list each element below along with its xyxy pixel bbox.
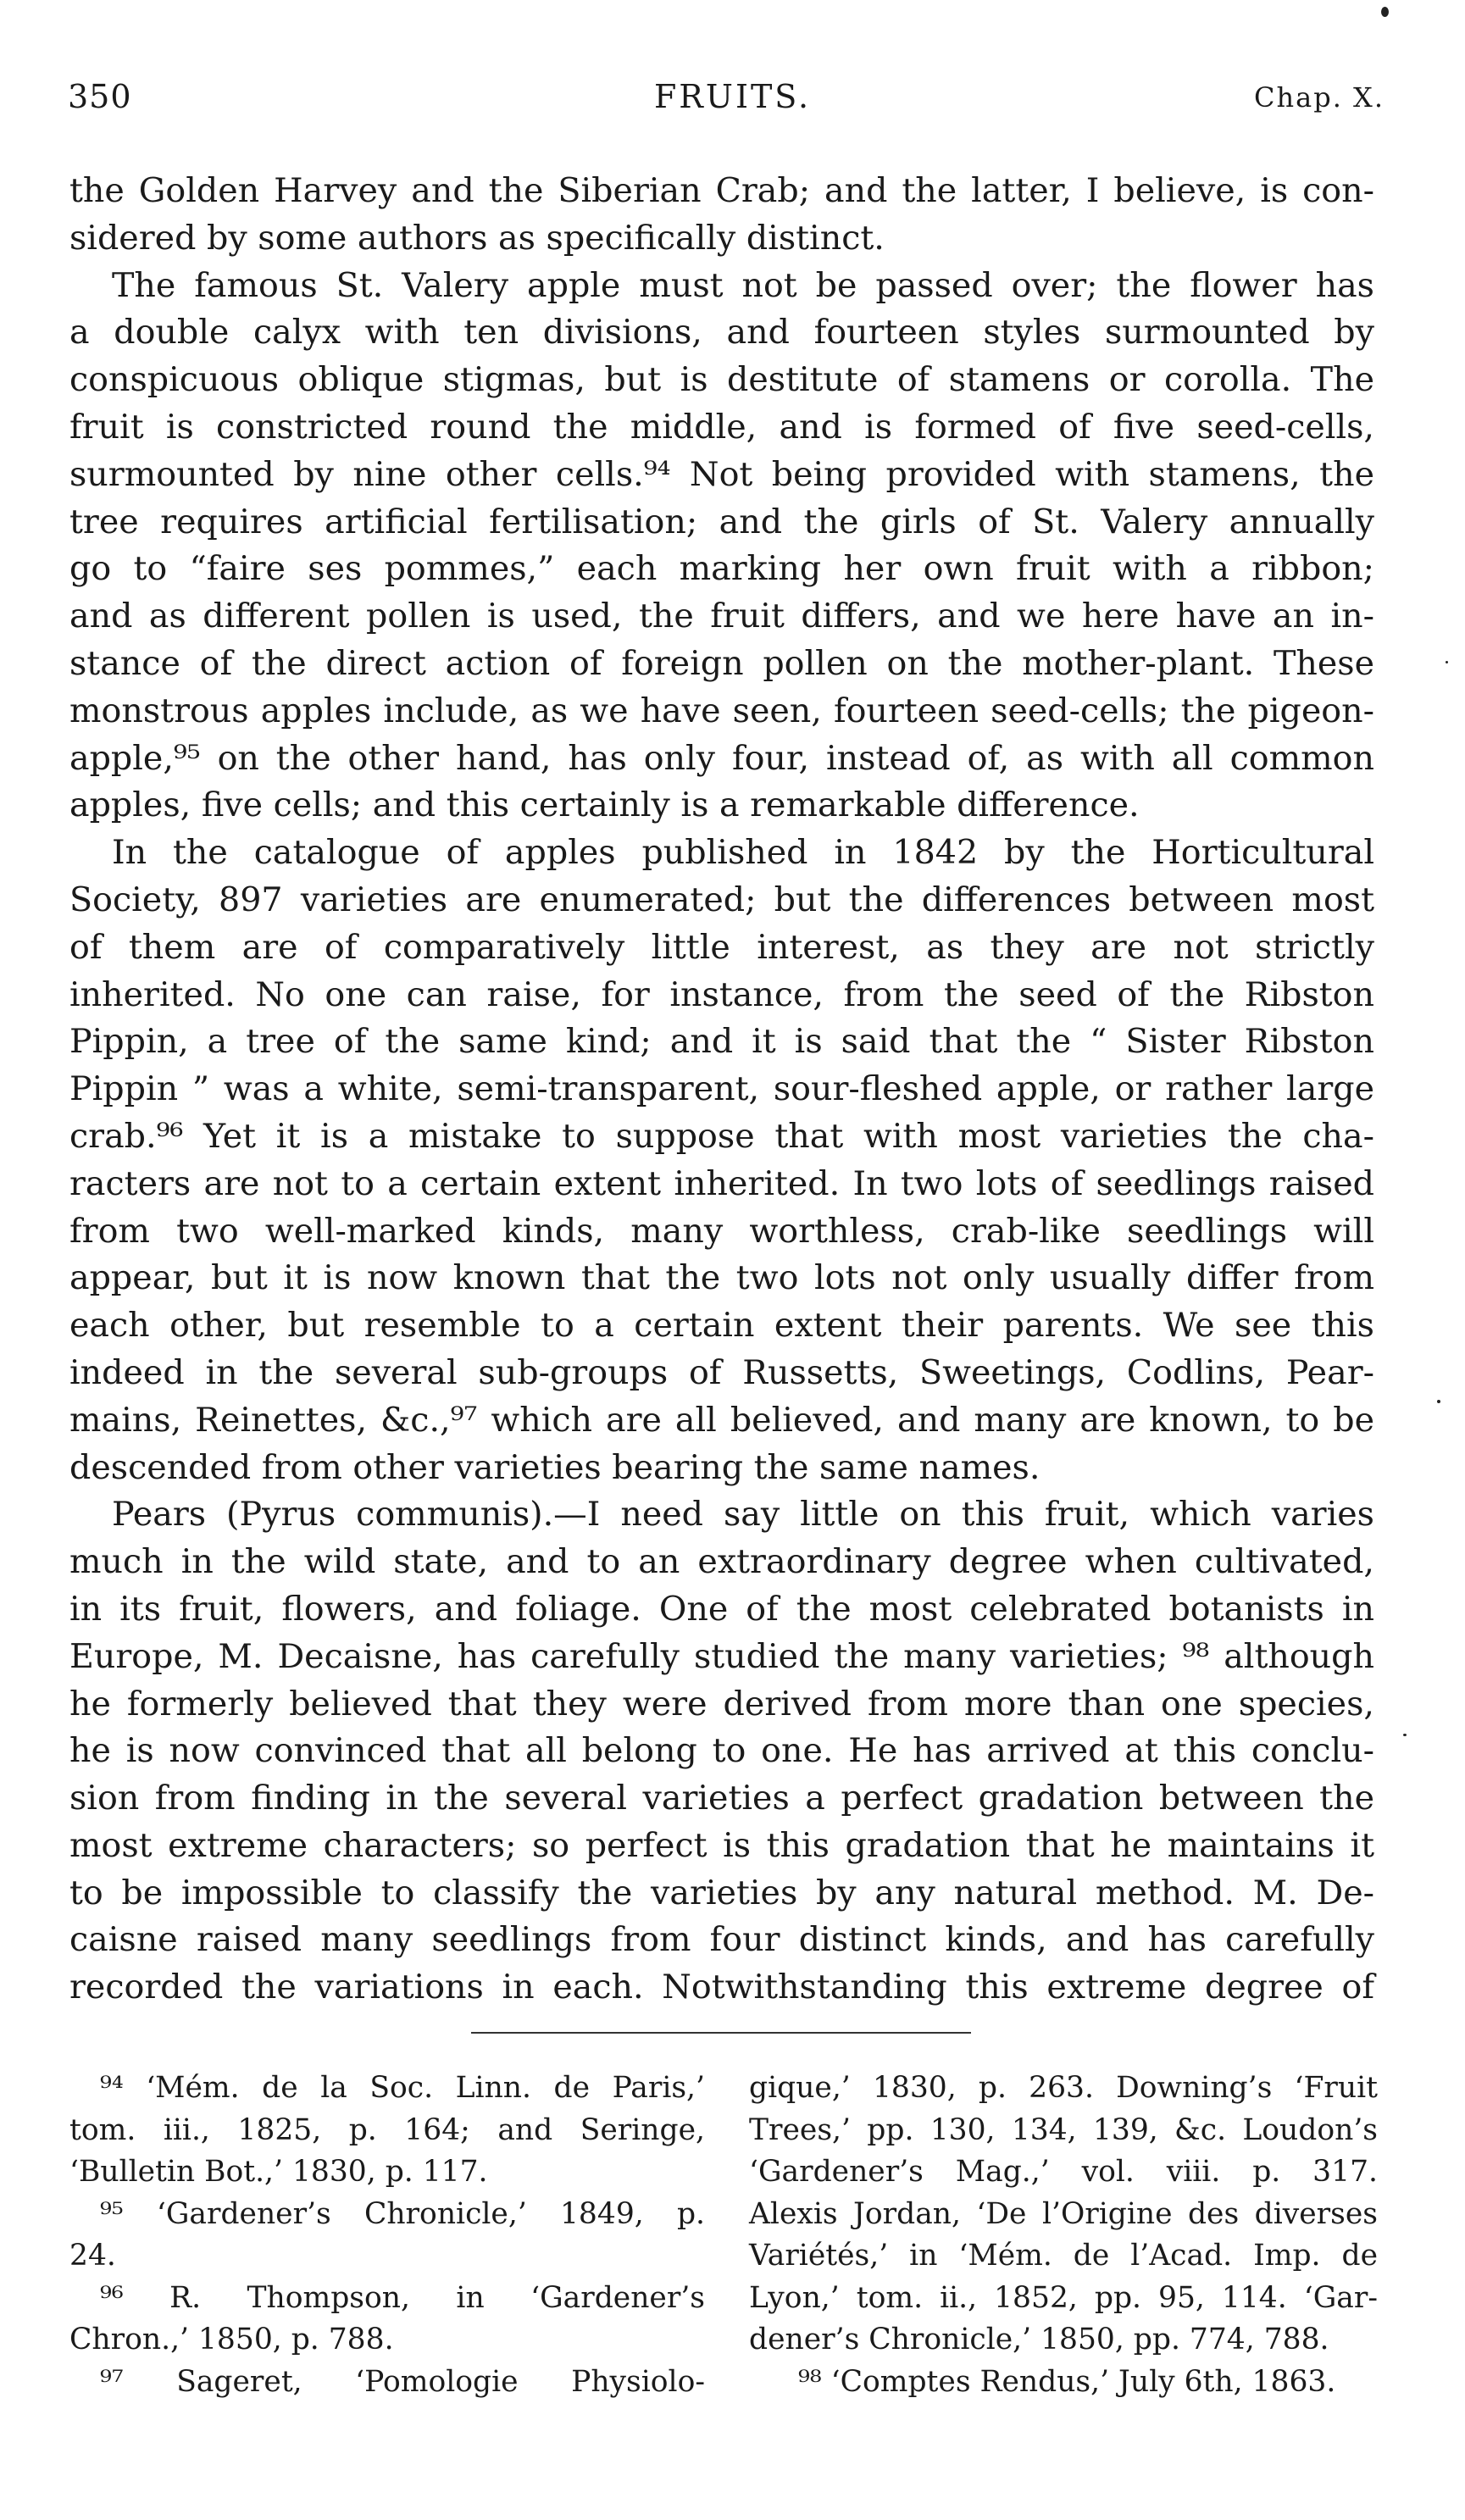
- scan-speck: [1403, 1734, 1407, 1736]
- text-line: fruit is constricted round the middle, and is formed of five seed-cells,: [69, 407, 1374, 447]
- text-line: mains, Reinettes, &c.,⁹⁷ which are all believed, and many are known, to be: [69, 1400, 1374, 1440]
- text-line: in its fruit, flowers, and foliage. One of the most celebrated botanists in: [69, 1589, 1374, 1629]
- running-title: FRUITS.: [653, 78, 812, 115]
- footnote-line: Alexis Jordan, ‘De l’Origine des diverses: [749, 2196, 1378, 2231]
- text-line: Pears (Pyrus communis).—I need say little on this fruit, which varies: [112, 1495, 1374, 1535]
- footnote-line: ⁹⁷ Sageret, ‘Pomologie Physiolo-: [100, 2364, 705, 2399]
- text-line: In the catalogue of apples published in 1842 by the Horticultural: [112, 833, 1374, 873]
- footnote-line: Lyon,’ tom. ii., 1852, pp. 95, 114. ‘Gar-: [749, 2280, 1378, 2315]
- footnote-96: [69, 2278, 705, 2362]
- text-line: tree requires artificial fertilisation; and the girls of St. Valery annually: [69, 502, 1374, 541]
- text-line: monstrous apples include, as we have seen, fourteen seed-cells; the pigeon-: [69, 691, 1374, 730]
- footnote-line: Variétés,’ in ‘Mém. de l’Acad. Imp. de: [749, 2239, 1378, 2273]
- text-line: sion from finding in the several varieties a perfect gradation between the: [69, 1779, 1374, 1818]
- paragraph-4: [69, 1491, 1374, 2012]
- text-line: descended from other varieties bearing the same names.: [69, 1447, 1040, 1487]
- text-line: Europe, M. Decaisne, has carefully studied the many varieties; ⁹⁸ although: [69, 1636, 1374, 1676]
- text-line: from two well-marked kinds, many worthless, crab-like seedlings will: [69, 1211, 1374, 1251]
- paragraph-2: [69, 263, 1374, 830]
- footnote-line: ⁹⁶ R. Thompson, in ‘Gardener’s: [100, 2280, 705, 2315]
- text-line: to be impossible to classify the varieties by any natural method. M. De-: [69, 1873, 1374, 1912]
- footnote-line: ⁹⁸ ‘Comptes Rendus,’ July 6th, 1863.: [798, 2364, 1336, 2399]
- footnote-line: 24.: [69, 2239, 116, 2273]
- text-line: a double calyx with ten divisions, and fourteen styles surmounted by: [69, 313, 1374, 352]
- page-number: 350: [68, 78, 132, 115]
- scan-speck: [1381, 7, 1389, 17]
- footnote-line: Trees,’ pp. 130, 134, 139, &c. Loudon’s: [749, 2112, 1378, 2147]
- chapter-label: Chap. X.: [1254, 81, 1385, 114]
- footnote-97: [69, 2362, 705, 2404]
- text-line: racters are not to a certain extent inherited. In two lots of seedlings raised: [69, 1163, 1374, 1203]
- text-line: and as different pollen is used, the fruit differs, and we here have an in-: [69, 597, 1374, 636]
- text-line: Pippin, a tree of the same kind; and it is said that the “ Sister Ribston: [69, 1022, 1374, 1062]
- text-line: appear, but it is now known that the two lots not only usually differ from: [69, 1258, 1374, 1298]
- text-line: each other, but resemble to a certain extent their parents. We see this: [69, 1306, 1374, 1346]
- footnote-line: ⁹⁴ ‘Mém. de la Soc. Linn. de Paris,’: [100, 2071, 705, 2105]
- text-line: recorded the variations in each. Notwithstanding this extreme degree of: [69, 1968, 1374, 2007]
- text-line: much in the wild state, and to an extraordinary degree when cultivated,: [69, 1542, 1374, 1582]
- text-line: the Golden Harvey and the Siberian Crab; and the latter, I believe, is con-: [69, 171, 1374, 210]
- text-line: apples, five cells; and this certainly is a remarkable difference.: [69, 785, 1140, 825]
- scan-speck: [1437, 1400, 1440, 1403]
- text-line: conspicuous oblique stigmas, but is destitute of stamens or corolla. The: [69, 360, 1374, 400]
- footnotes-left-column: [69, 2068, 705, 2403]
- scan-speck: [1446, 661, 1448, 663]
- text-line: of them are of comparatively little interest, as they are not strictly: [69, 927, 1374, 967]
- text-line: he formerly believed that they were derived from more than one species,: [69, 1684, 1374, 1723]
- paragraph-3: [69, 830, 1374, 1491]
- text-line: caisne raised many seedlings from four distinct kinds, and has carefully: [69, 1920, 1374, 1960]
- footnote-94: [69, 2068, 705, 2194]
- text-line: Pippin ” was a white, semi-transparent, sour-fleshed apple, or rather large: [69, 1069, 1374, 1109]
- text-line: sidered by some authors as specifically distinct.: [69, 218, 885, 258]
- footnote-divider: [471, 2032, 971, 2034]
- text-line: Society, 897 varieties are enumerated; but the differences between most: [69, 880, 1374, 919]
- text-line: indeed in the several sub-groups of Russetts, Sweetings, Codlins, Pear-: [69, 1352, 1374, 1392]
- footnote-line: ‘Bulletin Bot.,’ 1830, p. 117.: [69, 2155, 488, 2189]
- footnote-line: gique,’ 1830, p. 263. Downing’s ‘Fruit: [749, 2071, 1378, 2105]
- text-line: The famous St. Valery apple must not be passed over; the flower has: [112, 265, 1374, 305]
- footnote-98: [749, 2362, 1378, 2404]
- main-text: [69, 168, 1374, 2012]
- footnote-95: [69, 2194, 705, 2278]
- text-line: most extreme characters; so perfect is this gradation that he maintains it: [69, 1825, 1374, 1865]
- text-line: crab.⁹⁶ Yet it is a mistake to suppose that with most varieties the cha-: [69, 1116, 1374, 1156]
- text-line: stance of the direct action of foreign pollen on the mother-plant. These: [69, 643, 1374, 683]
- footnotes-right-column: [749, 2068, 1378, 2403]
- footnote-line: Chron.,’ 1850, p. 788.: [69, 2323, 394, 2356]
- footnote-line: ‘Gardener’s Mag.,’ vol. viii. p. 317.: [749, 2155, 1378, 2189]
- text-line: surmounted by nine other cells.⁹⁴ Not being provided with stamens, the: [69, 454, 1374, 494]
- footnote-line: dener’s Chronicle,’ 1850, pp. 774, 788.: [749, 2323, 1329, 2356]
- footnote-line: tom. iii., 1825, p. 164; and Seringe,: [69, 2112, 705, 2147]
- text-line: he is now convinced that all belong to one. He has arrived at this conclu-: [69, 1731, 1374, 1771]
- paragraph-1: [69, 168, 1374, 263]
- text-line: inherited. No one can raise, for instance, from the seed of the Ribston: [69, 974, 1374, 1014]
- footnote-97-continued: [749, 2068, 1378, 2362]
- footnote-line: ⁹⁵ ‘Gardener’s Chronicle,’ 1849, p.: [100, 2196, 705, 2231]
- text-line: go to “faire ses pommes,” each marking her own fruit with a ribbon;: [69, 549, 1374, 589]
- text-line: apple,⁹⁵ on the other hand, has only four, instead of, as with all common: [69, 738, 1374, 778]
